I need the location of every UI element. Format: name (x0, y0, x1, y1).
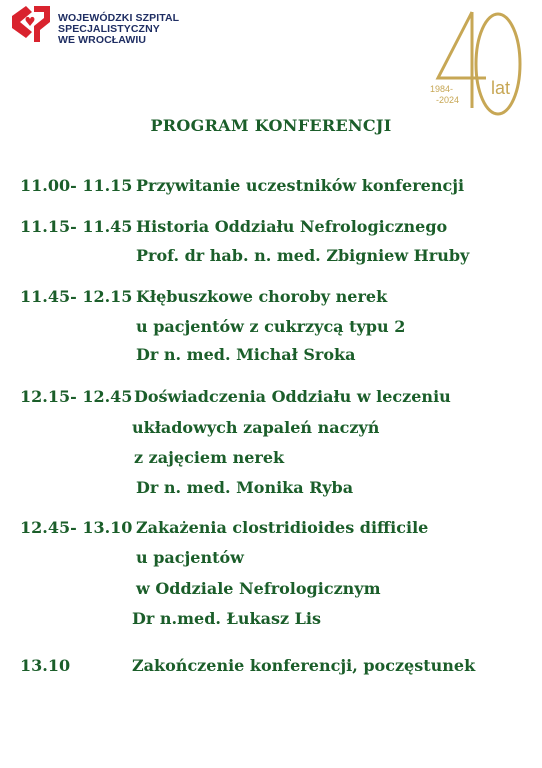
agenda-line: Doświadczenia Oddziału w leczeniu (134, 387, 451, 406)
agenda-line: Kłębuszkowe choroby nerek (136, 287, 388, 306)
page-title: PROGRAM KONFERENCJI (150, 116, 392, 135)
agenda-line: Dr n. med. Monika Ryba (136, 478, 354, 497)
anniversary-suffix: lat (491, 78, 511, 98)
agenda-line: w Oddziale Nefrologicznym (136, 579, 381, 598)
agenda-time: 11.00- 11.15 (20, 176, 133, 195)
agenda-line: Dr n.med. Łukasz Lis (132, 609, 321, 628)
agenda-line: Historia Oddziału Nefrologicznego (136, 217, 448, 236)
agenda-line: układowych zapaleń naczyń (132, 418, 380, 437)
agenda-line: Dr n. med. Michał Sroka (136, 345, 356, 364)
agenda-time: 13.10 (20, 656, 71, 675)
agenda-time: 12.15- 12.45 (20, 387, 133, 406)
agenda-time: 12.45- 13.10 (20, 518, 133, 537)
hospital-name-line2: WE WROCŁAWIU (58, 34, 147, 46)
agenda-time: 11.15- 11.45 (20, 217, 133, 236)
agenda-line: Zakażenia clostridioides difficile (136, 518, 429, 537)
anniversary-years-end: -2024 (436, 95, 460, 105)
agenda-line: Przywitanie uczestników konferencji (136, 176, 465, 195)
hospital-name-line1: WOJEWÓDZKI SZPITAL SPECJALISTYCZNY (58, 12, 179, 35)
agenda-time: 11.45- 12.15 (20, 287, 133, 306)
anniversary-years-start: 1984- (430, 84, 454, 94)
agenda-line: Zakończenie konferencji, poczęstunek (132, 656, 476, 675)
agenda-line: z zajęciem nerek (134, 448, 285, 467)
agenda-line: u pacjentów (136, 548, 244, 567)
agenda-line: u pacjentów z cukrzycą typu 2 (136, 317, 406, 336)
agenda-line: Prof. dr hab. n. med. Zbigniew Hruby (136, 246, 470, 265)
